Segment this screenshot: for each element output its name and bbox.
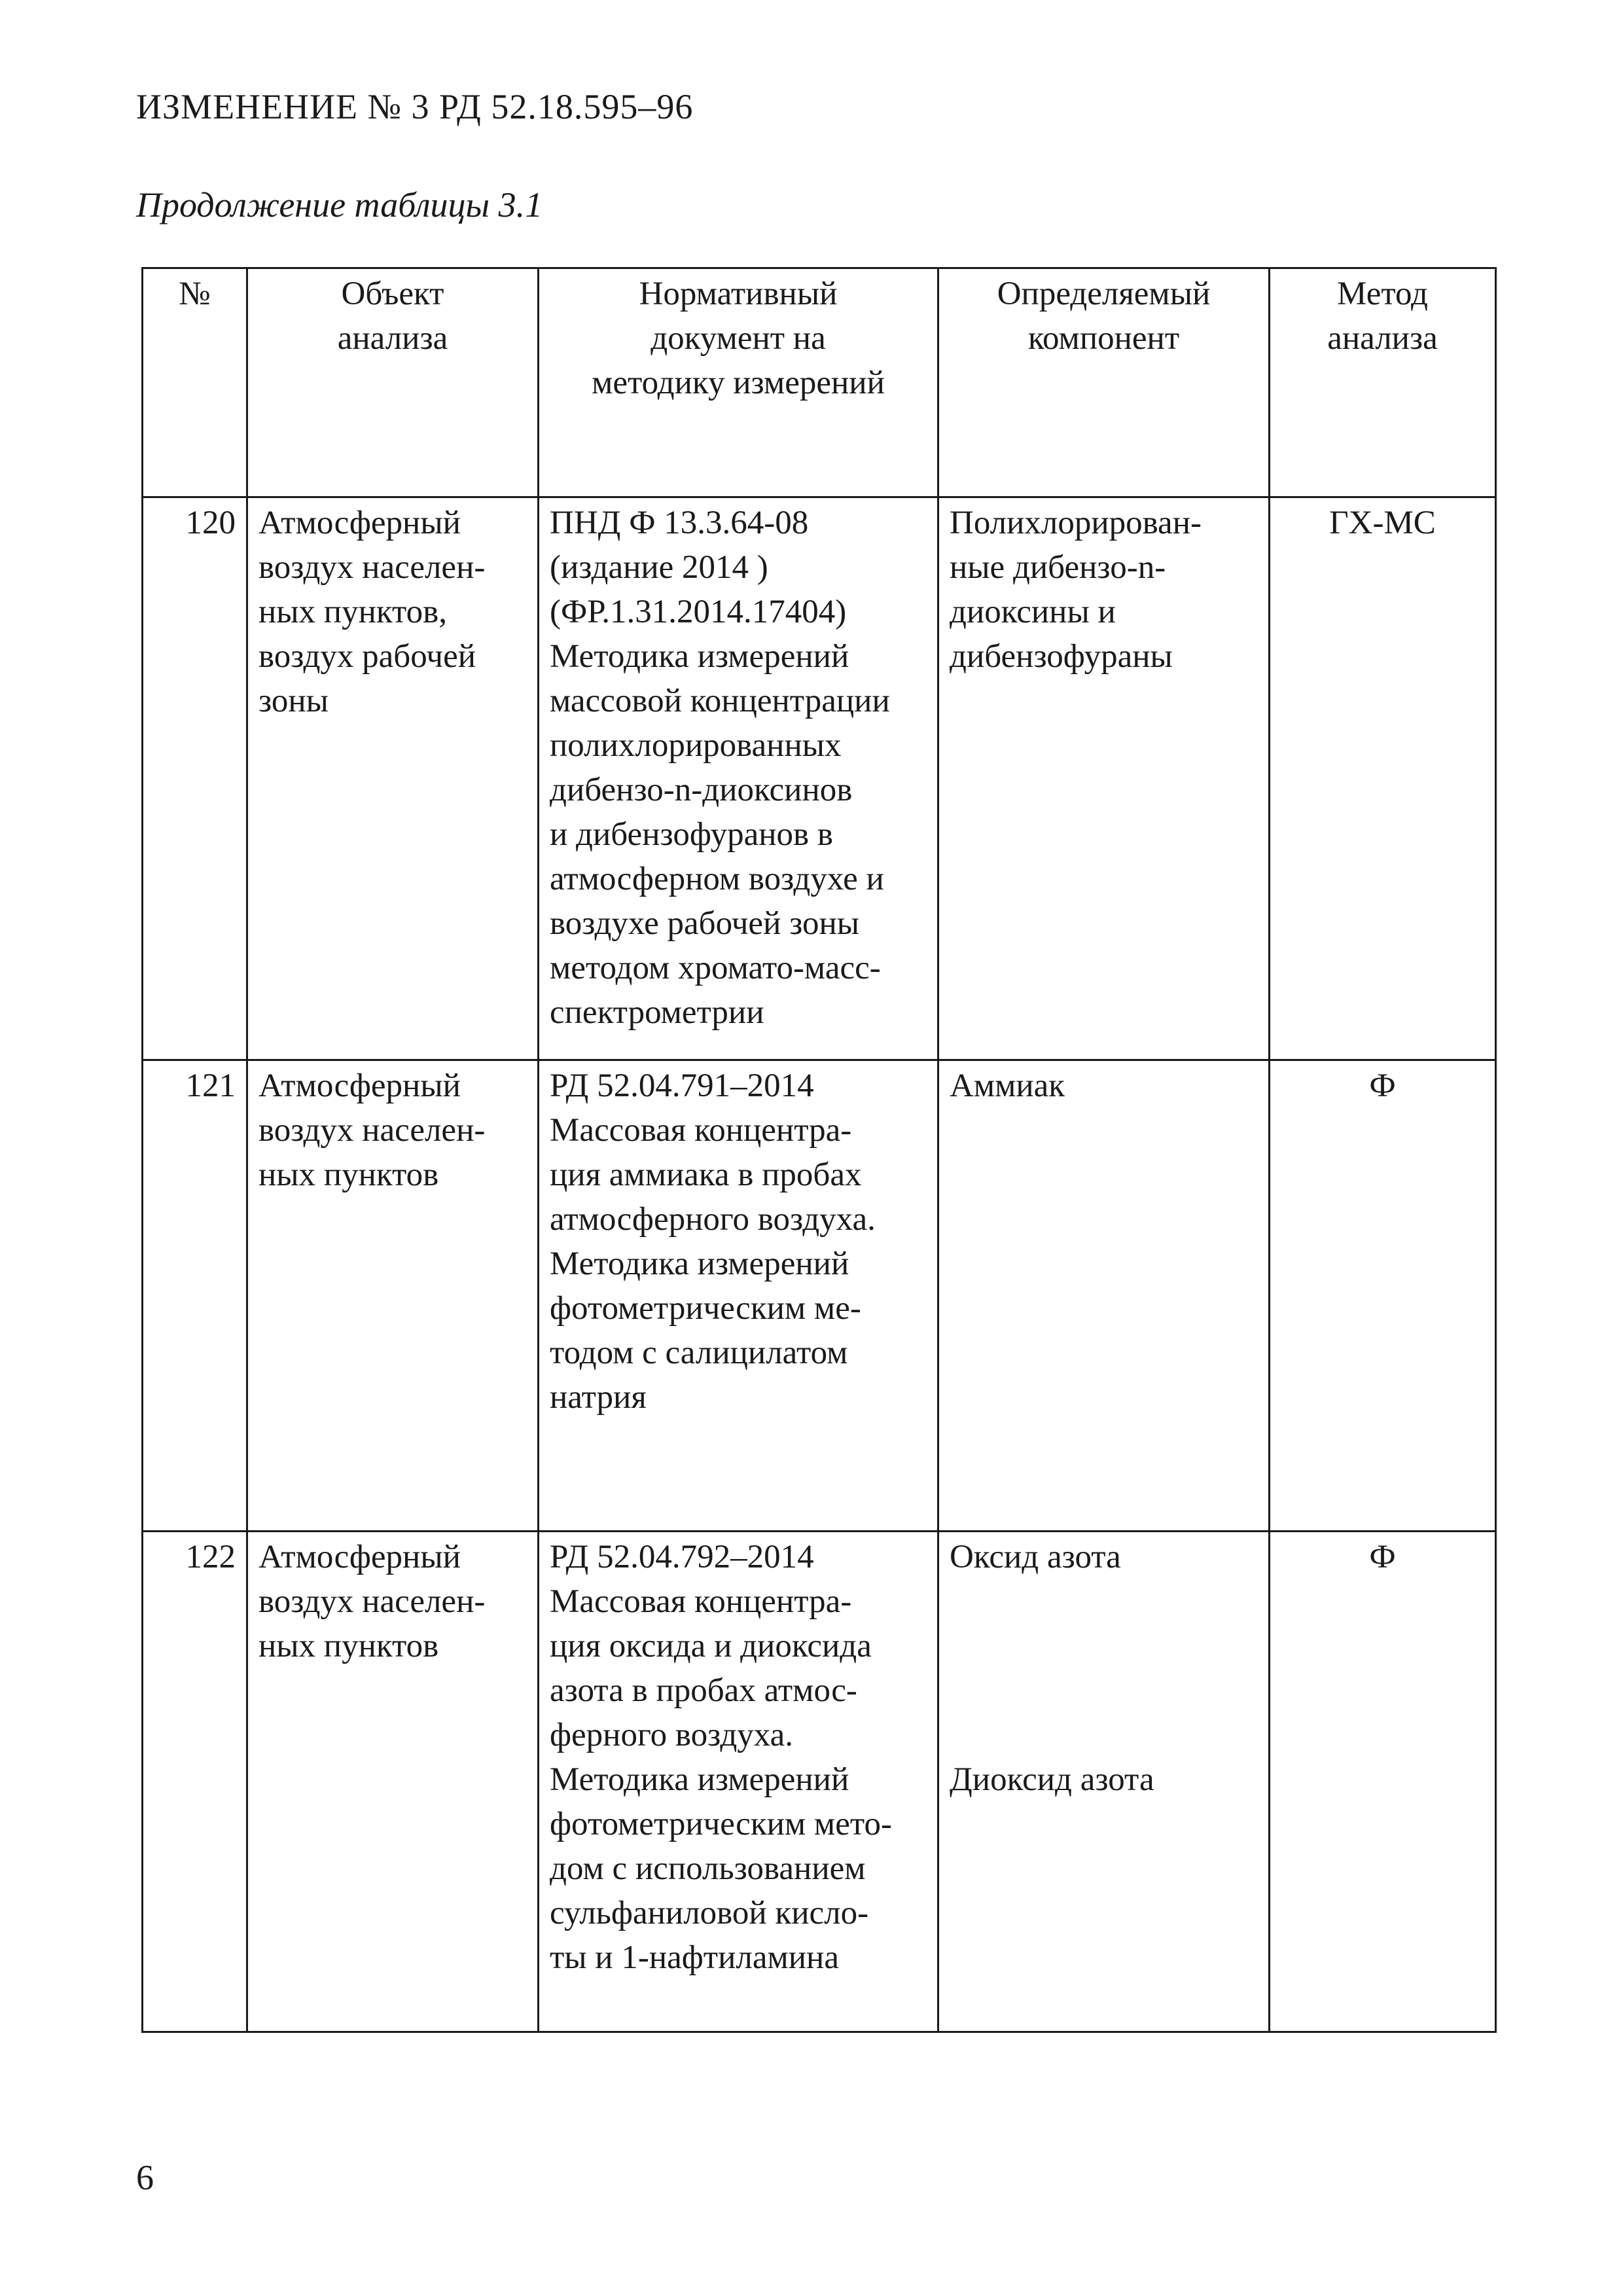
document-line: фотометрическим мето- <box>550 1806 892 1842</box>
header-cell-object <box>247 268 539 497</box>
document-line: РД 52.04.792–2014 <box>550 1539 814 1575</box>
component-spacer <box>950 1579 1258 1757</box>
header-object-line: анализа <box>337 320 448 357</box>
method-value: Ф <box>1369 1067 1396 1104</box>
document-line: дом с использованием <box>550 1850 866 1887</box>
analysis-methods-table <box>141 267 1497 2033</box>
header-method-line: Метод <box>1337 276 1428 312</box>
document-line: ция аммиака в пробах <box>550 1157 862 1193</box>
document-line: Методика измерений <box>550 1761 849 1798</box>
component-line: ные дибензо-n- <box>950 549 1166 586</box>
header-cell-num <box>143 268 247 497</box>
row-number-cell <box>143 1060 247 1532</box>
document-line: и дибензофуранов в <box>550 816 833 853</box>
table-header-row <box>143 268 1496 497</box>
header-document-line: Нормативный <box>639 276 838 312</box>
component-line: Оксид азота <box>950 1539 1121 1575</box>
document-line: азота в пробах атмос- <box>550 1672 857 1709</box>
document-cell <box>539 1532 938 2032</box>
document-line: ПНД Ф 13.3.64-08 <box>550 505 809 541</box>
method-value: Ф <box>1369 1539 1396 1575</box>
component-line: Полихлорирован- <box>950 505 1202 541</box>
document-line: (ФР.1.31.2014.17404) <box>550 594 847 630</box>
method-cell <box>1270 1060 1496 1532</box>
header-document-line: документ на <box>651 320 826 357</box>
document-line: Массовая концентра- <box>550 1583 852 1620</box>
document-line: воздухе рабочей зоны <box>550 905 860 942</box>
document-line: ты и 1-нафтиламина <box>550 1939 839 1976</box>
object-line: Атмосферный <box>259 505 461 541</box>
object-cell <box>247 1060 539 1532</box>
object-line: ных пунктов <box>259 1628 439 1664</box>
document-line: сульфаниловой кисло- <box>550 1895 869 1931</box>
table-row <box>143 497 1496 1060</box>
object-line: Атмосферный <box>259 1539 461 1575</box>
document-line: массовой концентрации <box>550 683 890 719</box>
document-line: Методика измерений <box>550 1246 849 1282</box>
component-line: диоксины и <box>950 594 1116 630</box>
document-line: ция оксида и диоксида <box>550 1628 872 1664</box>
header-component-line: Определяемый <box>997 276 1211 312</box>
row-number: 120 <box>185 505 236 541</box>
document-line: атмосферном воздухе и <box>550 861 884 897</box>
component-cell <box>938 1532 1270 2032</box>
method-cell <box>1270 497 1496 1060</box>
document-line: дибензо-n-диоксинов <box>550 772 853 808</box>
object-line: Атмосферный <box>259 1067 461 1104</box>
table-row <box>143 1060 1496 1532</box>
document-line: (издание 2014 ) <box>550 549 768 586</box>
header-cell-component <box>938 268 1270 497</box>
document-line: фотометрическим ме- <box>550 1290 861 1327</box>
object-line: ных пунктов, <box>259 594 447 630</box>
row-number-cell <box>143 1532 247 2032</box>
component-line: дибензофураны <box>950 638 1173 675</box>
header-cell-document <box>539 268 938 497</box>
object-line: воздух населен- <box>259 1583 486 1620</box>
object-cell <box>247 497 539 1060</box>
component-cell <box>938 497 1270 1060</box>
row-number: 121 <box>185 1067 236 1104</box>
document-line: Массовая концентра- <box>550 1112 852 1149</box>
object-line: зоны <box>259 683 329 719</box>
method-value: ГХ-МС <box>1329 505 1436 541</box>
table-row <box>143 1532 1496 2032</box>
document-line: полихлорированных <box>550 727 842 764</box>
document-line: ферного воздуха. <box>550 1717 793 1753</box>
object-line: воздух населен- <box>259 1112 486 1149</box>
object-line: воздух рабочей <box>259 638 476 675</box>
document-line: методом хромато-масс- <box>550 950 881 986</box>
header-method-line: анализа <box>1327 320 1438 357</box>
page-number: 6 <box>136 2158 154 2197</box>
header-cell-method <box>1270 268 1496 497</box>
component-line: Диоксид азота <box>950 1761 1154 1798</box>
document-header-title: ИЗМЕНЕНИЕ № 3 РД 52.18.595–96 <box>136 87 694 126</box>
table-caption: Продолжение таблицы 3.1 <box>136 185 543 224</box>
object-line: ных пунктов <box>259 1157 439 1193</box>
document-line: Методика измерений <box>550 638 849 675</box>
document-line: натрия <box>550 1379 647 1416</box>
document-line: спектрометрии <box>550 994 764 1031</box>
header-document-line: методику измерений <box>592 365 885 401</box>
header-object-line: Объект <box>341 276 444 312</box>
object-line: воздух населен- <box>259 549 486 586</box>
row-number-cell <box>143 497 247 1060</box>
document-line: тодом с салицилатом <box>550 1335 848 1371</box>
object-cell <box>247 1532 539 2032</box>
header-num-label: № <box>179 276 211 312</box>
header-component-line: компонент <box>1027 320 1180 357</box>
document-line: РД 52.04.791–2014 <box>550 1067 814 1104</box>
component-cell <box>938 1060 1270 1532</box>
method-cell <box>1270 1532 1496 2032</box>
document-cell <box>539 497 938 1060</box>
component-line: Аммиак <box>950 1067 1065 1104</box>
document-cell <box>539 1060 938 1532</box>
document-line: атмосферного воздуха. <box>550 1201 876 1238</box>
row-number: 122 <box>185 1539 236 1575</box>
